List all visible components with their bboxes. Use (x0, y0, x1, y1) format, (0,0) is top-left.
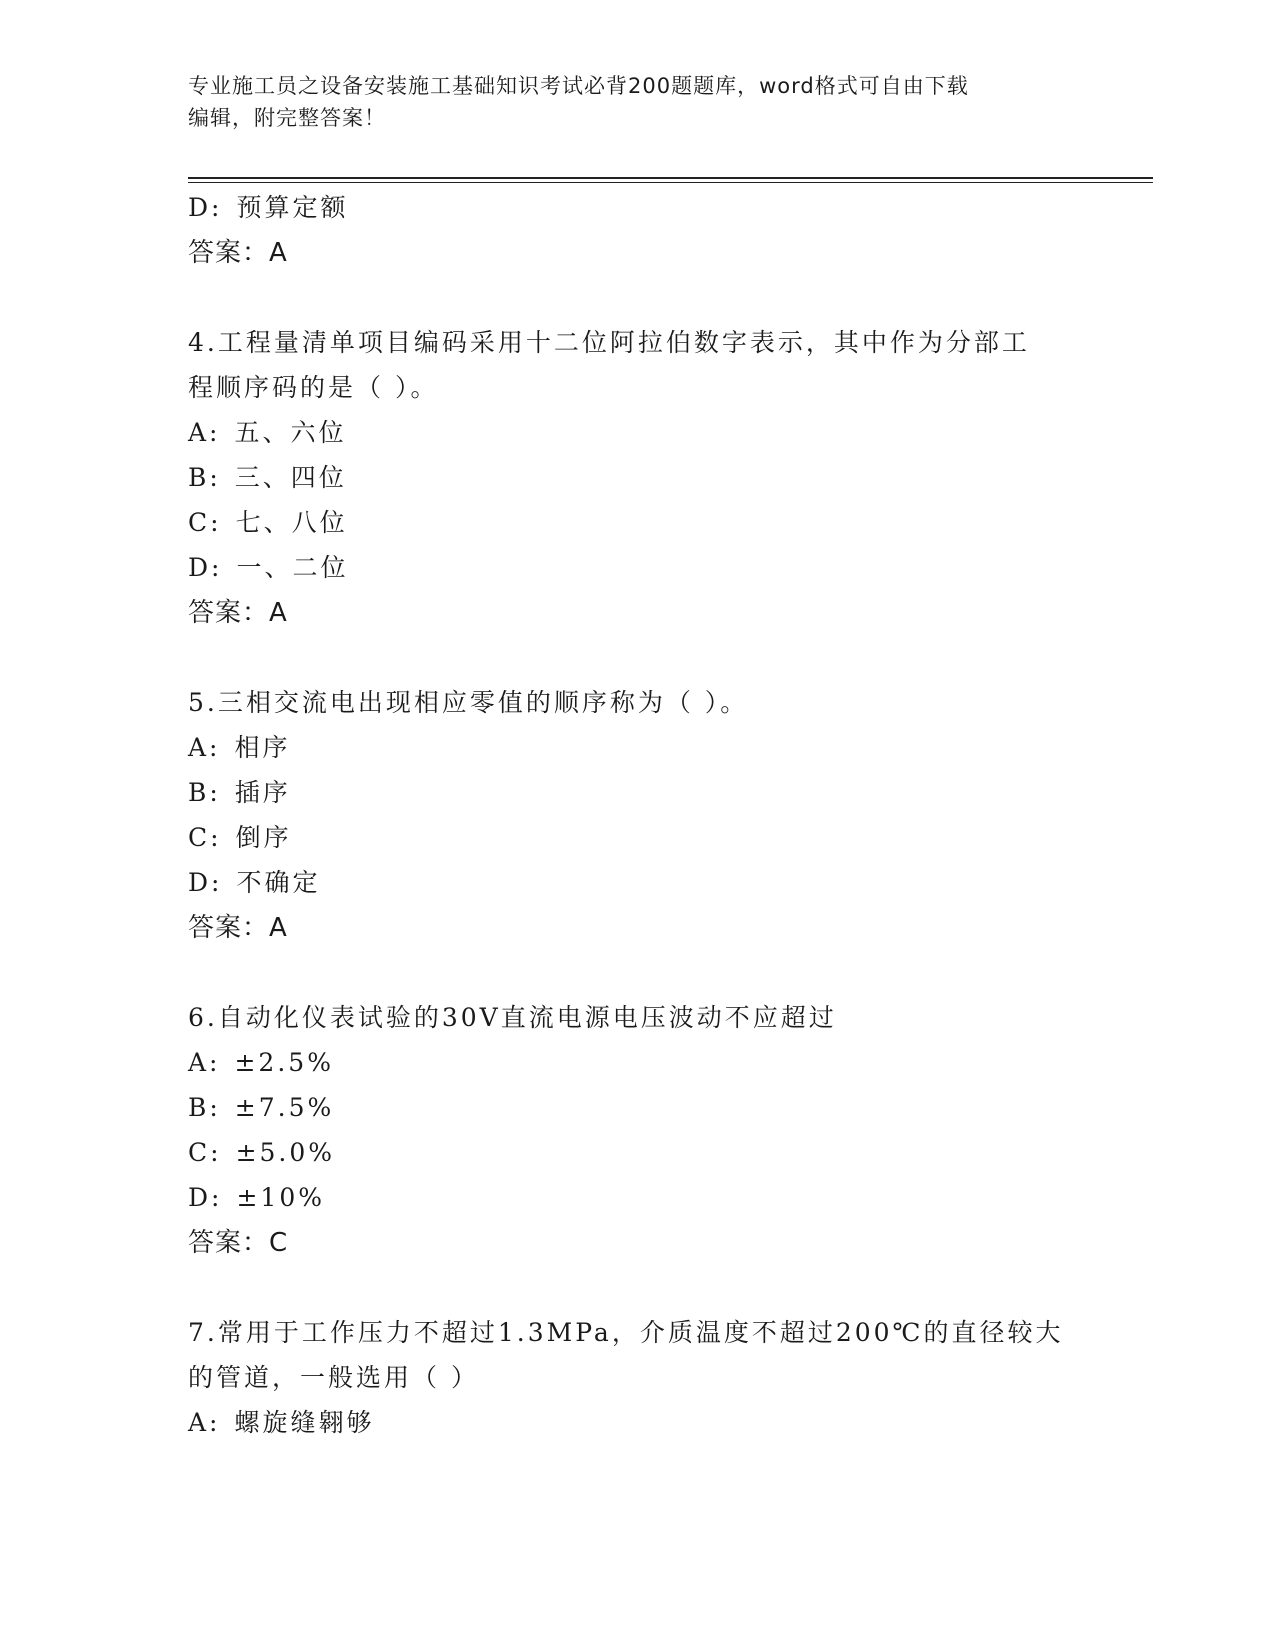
option-text: 插序 (234, 778, 291, 807)
header-title-line-1: 专业施工员之设备安装施工基础知识考试必背200题题库，word格式可自由下载 (188, 74, 969, 98)
page-header (188, 70, 1068, 134)
option-text: 螺旋缝翱够 (234, 1408, 375, 1437)
q5-answer: 答案：A (188, 913, 288, 943)
q4-option-b (188, 460, 347, 496)
q4-option-c (188, 505, 348, 541)
option-label: A: (188, 418, 221, 447)
option-label: B: (188, 1093, 221, 1122)
option-text: 相序 (234, 733, 291, 762)
option-text: ±2.5% (234, 1048, 334, 1077)
option-label: D: (188, 868, 223, 897)
option-label: A: (188, 1048, 221, 1077)
option-text: ±5.0% (235, 1138, 336, 1167)
q7-stem-line-1: 7.常用于工作压力不超过1.3MPa，介质温度不超过200℃的直径较大 (188, 1318, 1064, 1347)
q5-option-a (188, 730, 291, 766)
header-title-line-2: 编辑，附完整答案！ (188, 106, 386, 130)
q6-option-b (188, 1090, 334, 1126)
option-label: C: (188, 1138, 222, 1167)
q5-option-d (188, 865, 320, 901)
option-text: 五、六位 (234, 418, 347, 447)
option-text: 七、八位 (235, 508, 348, 537)
option-label: A: (188, 733, 221, 762)
q6-option-d (188, 1180, 325, 1216)
q4-option-d (188, 550, 348, 586)
option-label: C: (188, 823, 222, 852)
option-label: B: (188, 778, 221, 807)
option-text: 倒序 (235, 823, 292, 852)
option-text: 不确定 (236, 868, 321, 897)
q5-stem-line-1: 5.三相交流电出现相应零值的顺序称为（ ）。 (188, 688, 749, 717)
q4-stem-line-2: 程顺序码的是（ ）。 (188, 373, 439, 402)
q5-option-c (188, 820, 292, 856)
q7-stem-line-2: 的管道，一般选用（ ） (188, 1363, 479, 1392)
option-label: D: (188, 193, 223, 222)
option-label: A: (188, 1408, 221, 1437)
header-divider-thin (188, 182, 1153, 183)
option-text: ±7.5% (234, 1093, 335, 1122)
option-label: B: (188, 463, 221, 492)
q3-option-d (188, 190, 348, 226)
q7-option-a (188, 1405, 375, 1441)
option-text: 预算定额 (236, 193, 349, 222)
option-text: 三、四位 (234, 463, 347, 492)
q4-answer: 答案：A (188, 598, 288, 628)
q6-option-c (188, 1135, 335, 1171)
option-text: ±10% (236, 1183, 325, 1212)
header-divider-thick (188, 177, 1153, 179)
option-label: C: (188, 508, 222, 537)
q6-option-a (188, 1045, 334, 1081)
q4-option-a (188, 415, 347, 451)
option-text: 一、二位 (236, 553, 349, 582)
q5-option-b (188, 775, 291, 811)
q3-answer: 答案：A (188, 238, 288, 268)
q4-stem-line-1: 4.工程量清单项目编码采用十二位阿拉伯数字表示，其中作为分部工 (188, 328, 1030, 357)
q6-stem-line-1: 6.自动化仪表试验的30V直流电源电压波动不应超过 (188, 1003, 837, 1032)
q6-answer: 答案：C (188, 1228, 289, 1258)
option-label: D: (188, 553, 223, 582)
option-label: D: (188, 1183, 223, 1212)
